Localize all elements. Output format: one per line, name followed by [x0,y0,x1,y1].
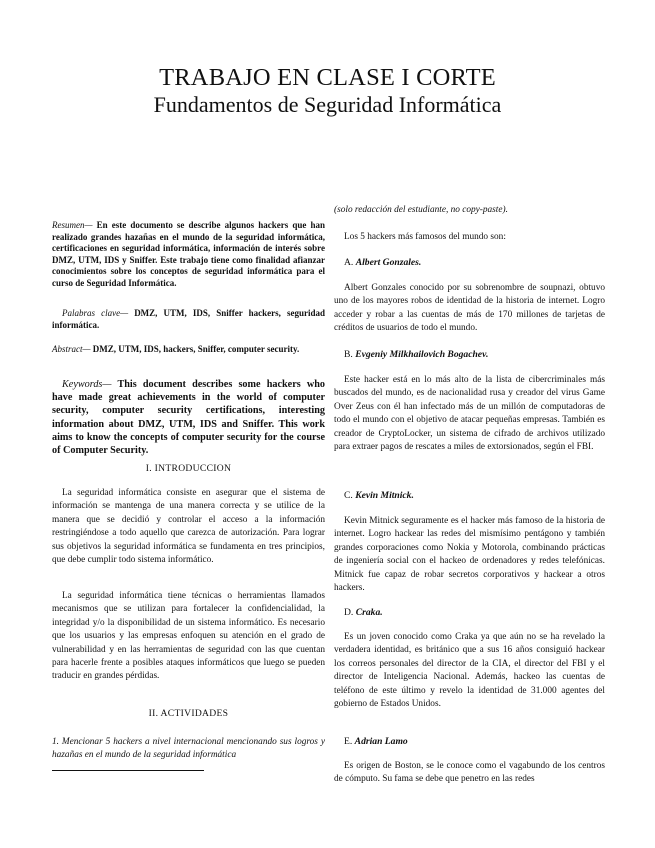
hacker-text-b: Este hacker está en lo más alto de la lista de cibercriminales más buscados del mundo, es de nacionalidad rusa y creador del virus Game Over Zeus con él han infectado más de un millón de computadoras de todo el mundo con el objetivo de atacar pequeñas empresas. También es creador de CryptoLocker, un sistema de cifrado de archivos utilizado para extraer pagos de rescates a miles de extorsionados, según el FBI. [334,375,605,453]
intro-paragraph-2: La seguridad informática tiene técnicas o herramientas llamados mecanismos que se utilizan para fortalecer la confidencialidad, la integridad y/o la disponibilidad de un sistema informático. Es necesario que los usuarios y las empresas enfoquen su atención en el grado de vulnerabilidad y en las herramientas de seguridad con las que cuentan para hacerle frente a posibles ataques informáticos que luego se pueden traducir en grandes pérdidas. [52,591,325,682]
activity-1-text: 1. Mencionar 5 hackers a nivel internacional mencionando sus logros y hazañas en el mundo de la seguridad informática [52,737,325,761]
abstract-text: DMZ, UTM, IDS, hackers, Sniffer, computer security. [90,344,300,354]
hacker-text-a: Albert Gonzales conocido por su sobrenombre de soupnazi, obtuvo uno de los mayores robos de identidad de la historia de internet. Logro acceder y robar a las cuentas de más de 170 millones de tarjetas de créditos de usuarios de todo el mundo. [334,283,605,334]
hacker-text-c: Kevin Mitnick seguramente es el hacker más famoso de la historia de internet. Logro hackear las redes del mismísimo pentágono y también grandes corporaciones como Nokia y Motorola, combinando prácticas de ingeniería social con el hackeo de ordenadores y redes telefónicas. Mitnick fue capaz de robar secretos corporativos y hackear a otros hackers. [334,516,605,594]
resumen-text: En este documento se describe algunos hackers que han realizado grandes hazañas en el mundo de la seguridad informática, certificaciones en seguridad informática, información de interés sobre DMZ, UTM, IDS y Sniffer. Este trabajo tiene como finalidad afianzar conocimientos sobre los conceptos de seguridad informática para el curso de Seguridad Informática. [52,220,325,288]
palabras-clave-paragraph [52,308,325,331]
keywords-paragraph [52,378,325,457]
hacker-heading-a [344,256,421,269]
palabras-clave-lead: Palabras clave— [62,308,129,318]
hacker-name-d: Craka. [355,607,383,618]
activity-1-continuation: (solo redacción del estudiante, no copy-paste). [334,205,508,215]
keywords-lead: Keywords— [62,379,112,390]
hacker-letter-a: A. [344,257,354,268]
resumen-lead: Resumen— [52,220,93,230]
hacker-name-b: Evgeniy Milkhailovich Bogachev. [355,349,489,360]
hacker-heading-e [344,735,408,748]
hacker-letter-e: E. [344,736,353,747]
hacker-text-d: Es un joven conocido como Craka ya que aún no se ha revelado la verdadera identidad, es británico que a sus 16 años consiguió hackear los correos personales del director de la CIA, el director del FBI y el director de Inteligencia Nacional. Además, hackeo las cuentas de teléfono de este último y revelo la identidad de 31.000 agentes del gobierno de Estados Unidos. [334,632,605,710]
section-heading-introduccion: I. INTRODUCCION [145,463,232,474]
palabras-clave-text: DMZ, UTM, IDS, Sniffer hackers, seguridad informática. [52,308,325,330]
hacker-name-c: Kevin Mitnick. [355,490,414,501]
footnote-rule [52,770,204,771]
hacker-name-a: Albert Gonzales. [355,257,422,268]
resumen-paragraph [52,220,325,290]
hacker-letter-b: B. [344,349,353,360]
hacker-text-e: Es origen de Boston, se le conoce como el vagabundo de los centros de cómputo. Su fama se debe que penetro en las redes [334,761,605,785]
hacker-letter-c: C. [344,490,353,501]
hacker-heading-d [344,606,383,619]
paper-subtitle: Fundamentos de Seguridad Informática [153,92,502,117]
section-heading-actividades: II. ACTIVIDADES [148,708,229,719]
hacker-heading-c [344,489,414,502]
abstract-lead: Abstract— [52,344,91,354]
hacker-heading-b [344,348,488,361]
hackers-intro: Los 5 hackers más famosos del mundo son: [344,232,506,242]
intro-paragraph-1: La seguridad informática consiste en asegurar que el sistema de información se mantenga de una manera correcta y se utilice de la manera que se decidió y controlar el acceso a la información restringiéndose a todo aquello que carezca de autorización. Para lograr sus objetivos la seguridad informática se fundamenta en tres principios, que debe cumplir todo sistema informático. [52,488,325,566]
paper-title: TRABAJO EN CLASE I CORTE [159,64,496,91]
hacker-letter-d: D. [344,607,354,618]
abstract-paragraph [52,344,325,356]
hacker-name-e: Adrian Lamo [354,736,408,747]
title-block [0,64,655,118]
keywords-text: This document describes some hackers who have made great achievements in the world of computer security, computer security certifications, interesting information about DMZ, UTM, IDS and Sniffer. This work aims to know the concepts of computer security for the course of Computer Security. [52,379,325,457]
